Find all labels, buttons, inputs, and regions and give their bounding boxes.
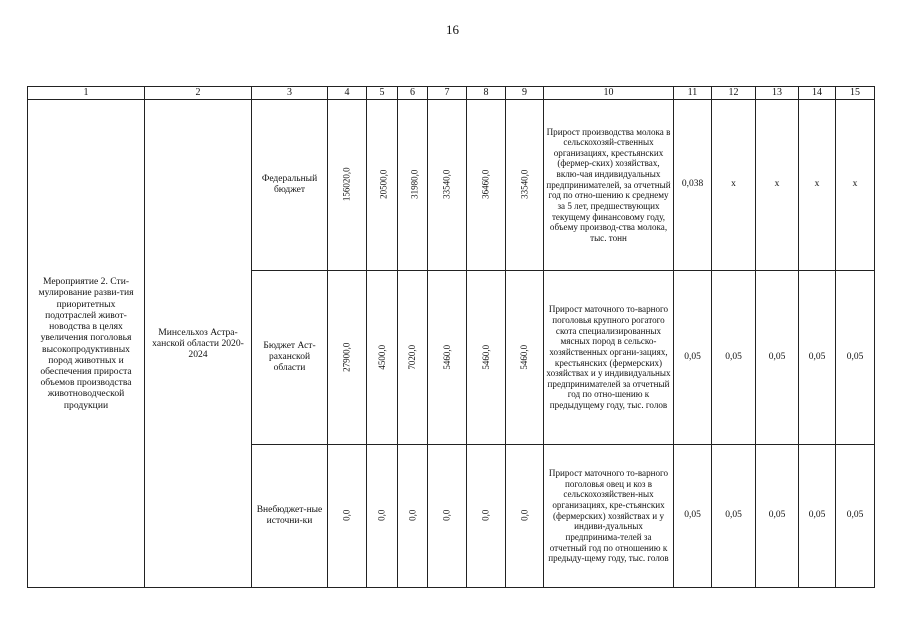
funding-amount: 33540,0 — [428, 100, 467, 271]
column-number: 1 — [28, 87, 145, 100]
indicator-value: 0,05 — [799, 271, 836, 445]
indicator-value: 0,05 — [799, 445, 836, 588]
indicator-description: Прирост производства молока в сельскохозяй-ственных организациях, крестьянских (фермер-ских) хозяйствах, вклю-чая индивидуальных предпринимателей, за отчетный год по отно-шению к среднему за 5 лет, предшествующих текущему финансовому году, объему производ-ства молока, тыс. тонн — [544, 100, 674, 271]
column-number: 12 — [712, 87, 756, 100]
executor-cell: Минсельхоз Астра-ханской области 2020-2024 — [145, 100, 252, 588]
funding-amount: 0,0 — [428, 445, 467, 588]
funding-amount: 36460,0 — [467, 100, 506, 271]
funding-source: Бюджет Аст-раханской области — [252, 271, 328, 445]
funding-source: Федеральный бюджет — [252, 100, 328, 271]
column-number: 3 — [252, 87, 328, 100]
funding-amount: 31980,0 — [398, 100, 428, 271]
column-number: 4 — [328, 87, 367, 100]
column-number-row — [28, 87, 875, 100]
funding-amount: 4500,0 — [367, 271, 398, 445]
funding-source: Внебюджет-ные источни-ки — [252, 445, 328, 588]
funding-amount: 0,0 — [367, 445, 398, 588]
column-number: 5 — [367, 87, 398, 100]
column-number: 15 — [836, 87, 875, 100]
funding-amount: 0,0 — [506, 445, 544, 588]
column-number: 2 — [145, 87, 252, 100]
indicator-value: 0,05 — [836, 445, 875, 588]
funding-amount: 5460,0 — [428, 271, 467, 445]
table-row — [28, 100, 875, 271]
indicator-value: 0,05 — [712, 445, 756, 588]
funding-amount: 0,0 — [467, 445, 506, 588]
page-number: 16 — [446, 22, 459, 37]
funding-amount: 5460,0 — [506, 271, 544, 445]
column-number: 11 — [674, 87, 712, 100]
indicator-description: Прирост маточного то-варного поголовья овец и коз в сельскохозяйствен-ных организациях, кре-стьянских (фермерских) хозяйствах и у индиви-дуальных предпринима-телей за отчетный год по отношению к предыду-щему году, тыс. голов — [544, 445, 674, 588]
indicator-value: x — [799, 100, 836, 271]
indicator-value: 0,05 — [756, 271, 799, 445]
funding-amount: 27900,0 — [328, 271, 367, 445]
indicator-description: Прирост маточного то-варного поголовья крупного рогатого скота специализированных мясных пород в сельско-хозяйственных органи-зациях, крестьянских (фермерских) хозяйствах и у индивидуальных предпринимателей за отчетный год по отно-шению к предыдущему году, тыс. голов — [544, 271, 674, 445]
funding-amount: 156020,0 — [328, 100, 367, 271]
funding-amount: 0,0 — [398, 445, 428, 588]
indicator-value: x — [836, 100, 875, 271]
indicator-value: 0,05 — [674, 445, 712, 588]
column-number: 9 — [506, 87, 544, 100]
activity-name: Мероприятие 2. Сти-мулирование разви-тия приоритетных подотраслей живот-новодства в целях увеличения поголовья высокопродуктивных пород животных и обеспечения прироста объемов производства животноводческой продукции — [28, 100, 145, 588]
indicator-value: x — [712, 100, 756, 271]
column-number: 7 — [428, 87, 467, 100]
indicator-value: 0,038 — [674, 100, 712, 271]
activity-table — [27, 86, 875, 588]
column-number: 14 — [799, 87, 836, 100]
column-number: 10 — [544, 87, 674, 100]
indicator-value: 0,05 — [756, 445, 799, 588]
indicator-value: x — [756, 100, 799, 271]
indicator-value: 0,05 — [836, 271, 875, 445]
indicator-value: 0,05 — [674, 271, 712, 445]
indicator-value: 0,05 — [712, 271, 756, 445]
funding-amount: 7020,0 — [398, 271, 428, 445]
funding-amount: 5460,0 — [467, 271, 506, 445]
column-number: 6 — [398, 87, 428, 100]
column-number: 13 — [756, 87, 799, 100]
funding-amount: 0,0 — [328, 445, 367, 588]
funding-amount: 20500,0 — [367, 100, 398, 271]
funding-amount: 33540,0 — [506, 100, 544, 271]
column-number: 8 — [467, 87, 506, 100]
